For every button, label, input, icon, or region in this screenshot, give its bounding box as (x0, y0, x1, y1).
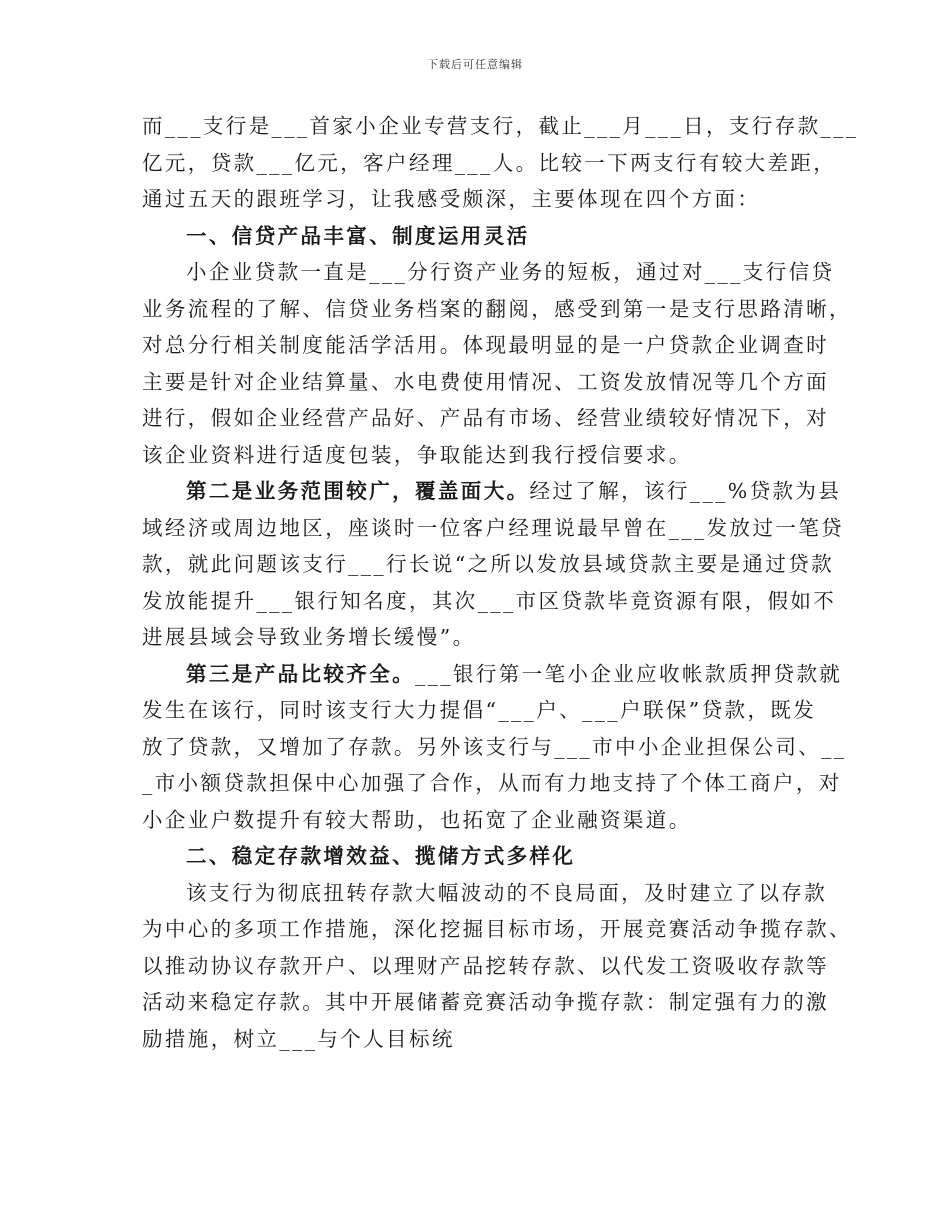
paragraph-line: 为中心的多项工作措施，深化挖掘目标市场，开展竞赛活动争揽存款、 (142, 917, 852, 941)
paragraph-line: 放了贷款，又增加了存款。另外该支行与___市中小企业担保公司、__ (142, 734, 847, 759)
paragraph-line (142, 656, 843, 693)
paragraph-line: 小企业户数提升有较大帮助，也拓宽了企业融资渠道。 (142, 807, 692, 832)
page-header: 下载后可任意编辑 (427, 58, 523, 71)
paragraph-line: 活动来稳定存款。其中开展储蓄竞赛活动争揽存款：制定强有力的激 (142, 990, 829, 1014)
paragraph-line: 励措施，树立___与个人目标统 (142, 1026, 455, 1051)
paragraph-text: ___银行第一笔小企业应收帐款质押贷款就 (415, 661, 843, 686)
paragraph-line: 款，就此问题该支行___行长说“之所以发放县域贷款主要是通过贷款 (142, 552, 835, 576)
paragraph-line: 发放能提升___银行知名度，其次___市区贷款毕竟资源有限，假如不 (142, 588, 837, 613)
paragraph-line: 域经济或周边地区，座谈时一位客户经理说最早曾在___发放过一笔贷 (142, 515, 845, 540)
paragraph-line: 对总分行相关制度能活学活用。体现最明显的是一户贷款企业调查时 (142, 333, 829, 357)
paragraph-line: 主要是针对企业结算量、水电费使用情况、工资发放情况等几个方面 (142, 369, 829, 394)
paragraph-line: 该企业资料进行适度包装，争取能达到我行授信要求。 (142, 442, 692, 467)
paragraph-line: 亿元，贷款___亿元，客户经理___人。比较一下两支行有较大差距， (142, 150, 837, 175)
paragraph-line (142, 473, 842, 510)
section-heading-1: 一、信贷产品丰富、制度运用灵活 (186, 223, 530, 248)
paragraph-line: 通过五天的跟班学习，让我感受颇深，主要体现在四个方面： (142, 187, 761, 211)
paragraph-line: _市小额贷款担保中心加强了合作，从而有力地支持了个体工商户，对 (142, 771, 842, 795)
paragraph-line: 该支行为彻底扭转存款大幅波动的不良局面，及时建立了以存款 (186, 880, 828, 905)
paragraph-line: 进行，假如企业经营产品好、产品有市场、经营业绩较好情况下，对 (142, 406, 829, 430)
paragraph-line: 发生在该行，同时该支行大力提倡“___户、___户联保”贷款，既发 (142, 698, 817, 722)
paragraph-line: 以推动协议存款开户、以理财产品挖转存款、以代发工资吸收存款等 (142, 953, 829, 978)
paragraph-line: 进展县域会导致业务增长缓慢”。 (142, 625, 476, 649)
paragraph-line: 业务流程的了解、信贷业务档案的翻阅，感受到第一是支行思路清晰， (142, 296, 852, 321)
paragraph-line: 小企业贷款一直是___分行资产业务的短板，通过对___支行信贷 (186, 260, 835, 284)
bold-lead-text: 第三是产品比较齐全。 (186, 661, 415, 686)
paragraph-line: 而___支行是___首家小企业专营支行，截止___月___日，支行存款___ (142, 114, 859, 138)
bold-lead-text: 第二是业务范围较广，覆盖面大。 (186, 479, 530, 503)
document-body (142, 108, 859, 1057)
paragraph-text: 经过了解，该行___%贷款为县 (529, 479, 842, 503)
section-heading-2: 二、稳定存款增效益、揽储方式多样化 (186, 844, 576, 868)
